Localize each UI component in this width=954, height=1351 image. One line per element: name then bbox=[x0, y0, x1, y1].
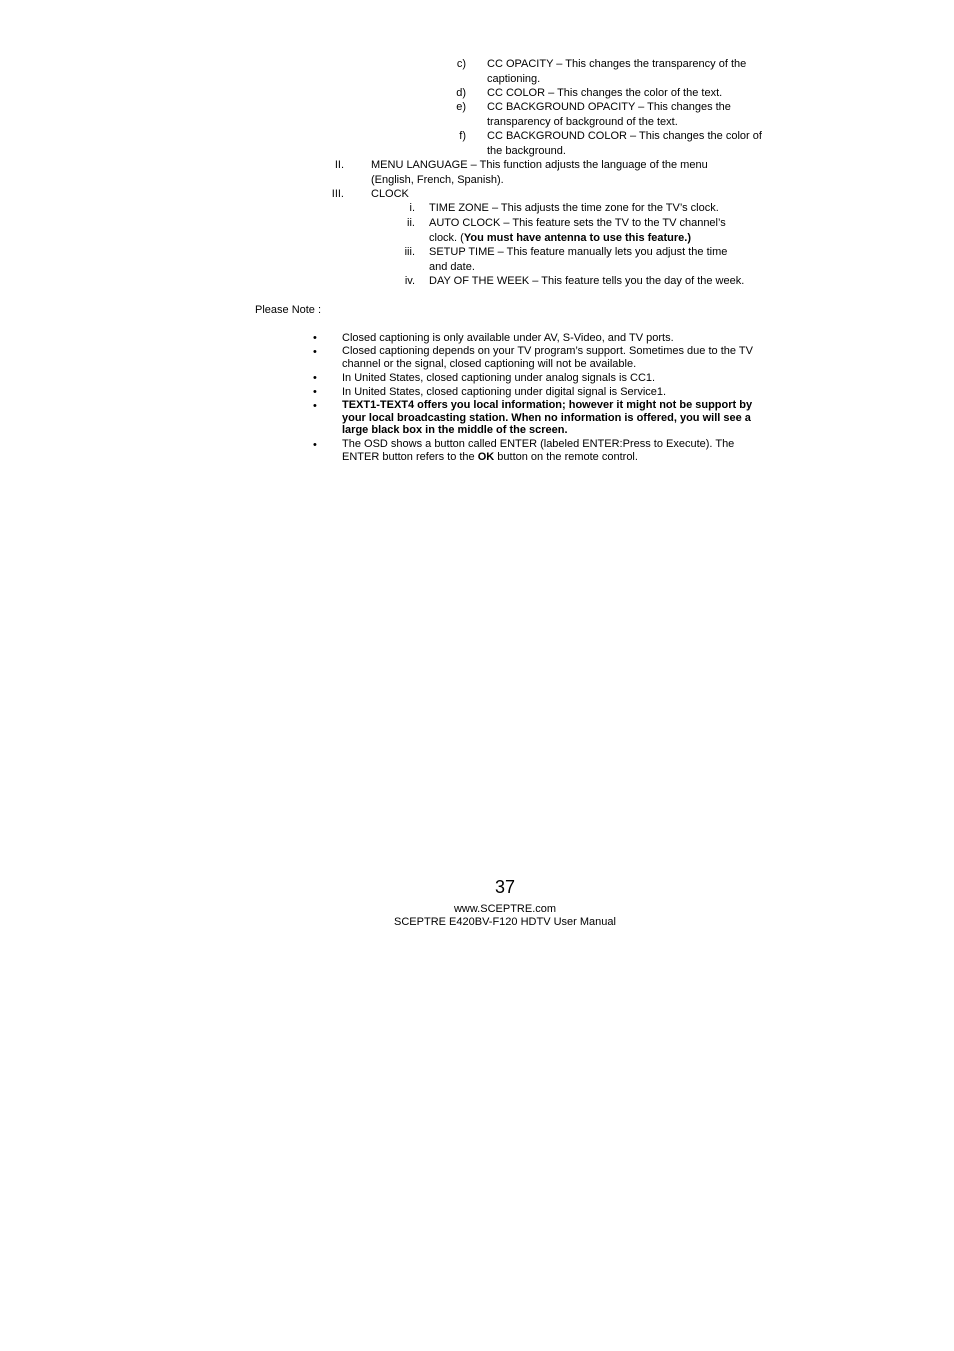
note-text-bold: OK bbox=[477, 451, 495, 463]
footer-website: www.SCEPTRE.com bbox=[453, 903, 557, 915]
bullet-icon: • bbox=[313, 332, 317, 344]
list-text-part: AUTO CLOCK – This feature sets the TV to the TV channel’s clock. ( bbox=[429, 217, 726, 244]
list-label: iv. bbox=[404, 275, 415, 287]
note-heading: Please Note : bbox=[255, 304, 322, 316]
list-label: iii. bbox=[404, 246, 415, 258]
list-text-bold: You must have antenna to use this feature.) bbox=[463, 231, 692, 244]
page-number: 37 bbox=[494, 877, 516, 897]
list-text: TIME ZONE – This adjusts the time zone for the TV’s clock. bbox=[429, 202, 719, 214]
list-label: e) bbox=[456, 101, 466, 113]
list-text: MENU LANGUAGE – This function adjusts the language of the menu (English, French, Spanish). bbox=[371, 159, 708, 186]
footer-manual-title: SCEPTRE E420BV-F120 HDTV User Manual bbox=[394, 916, 616, 928]
bullet-icon: • bbox=[313, 439, 317, 451]
note-text-part: button on the remote control. bbox=[494, 451, 638, 463]
bullet-icon: • bbox=[313, 372, 317, 384]
list-text: CC COLOR – This changes the color of the text. bbox=[487, 87, 723, 99]
list-text: SETUP TIME – This feature manually lets you adjust the time and date. bbox=[429, 246, 728, 273]
list-label: II. bbox=[334, 159, 344, 171]
list-text: CC BACKGROUND COLOR – This changes the color of the background. bbox=[487, 130, 762, 157]
note-text-bold: TEXT1-TEXT4 offers you local information; however it might not be support by your local broadcasting station. When no information is offered, you will see a large black box in the middle of the screen. bbox=[342, 399, 753, 436]
list-label: III. bbox=[331, 188, 344, 200]
note-text: In United States, closed captioning under analog signals is CC1. bbox=[342, 372, 656, 384]
note-text bbox=[342, 438, 754, 464]
note-text-part: The OSD shows a button called ENTER (labeled ENTER:Press to Execute). The ENTER button refers to the bbox=[342, 438, 735, 463]
list-label: f) bbox=[459, 130, 466, 142]
list-text: DAY OF THE WEEK – This feature tells you the day of the week. bbox=[429, 275, 745, 287]
note-text: Closed captioning depends on your TV program’s support. Sometimes due to the TV channel or the signal, closed captioning will not be available. bbox=[342, 345, 753, 370]
list-label: ii. bbox=[407, 217, 415, 229]
note-text: Closed captioning is only available under AV, S-Video, and TV ports. bbox=[342, 332, 674, 344]
note-text: In United States, closed captioning under digital signal is Service1. bbox=[342, 386, 667, 398]
bullet-icon: • bbox=[313, 400, 317, 412]
list-text: CC OPACITY – This changes the transparency of the captioning. bbox=[487, 58, 747, 85]
list-label: c) bbox=[456, 58, 466, 70]
list-text: CLOCK bbox=[371, 188, 409, 200]
list-text: CC BACKGROUND OPACITY – This changes the transparency of background of the text. bbox=[487, 101, 731, 128]
bullet-icon: • bbox=[313, 346, 317, 358]
list-label: d) bbox=[456, 87, 466, 99]
bullet-icon: • bbox=[313, 386, 317, 398]
list-text bbox=[429, 216, 747, 245]
list-label: i. bbox=[409, 202, 415, 214]
